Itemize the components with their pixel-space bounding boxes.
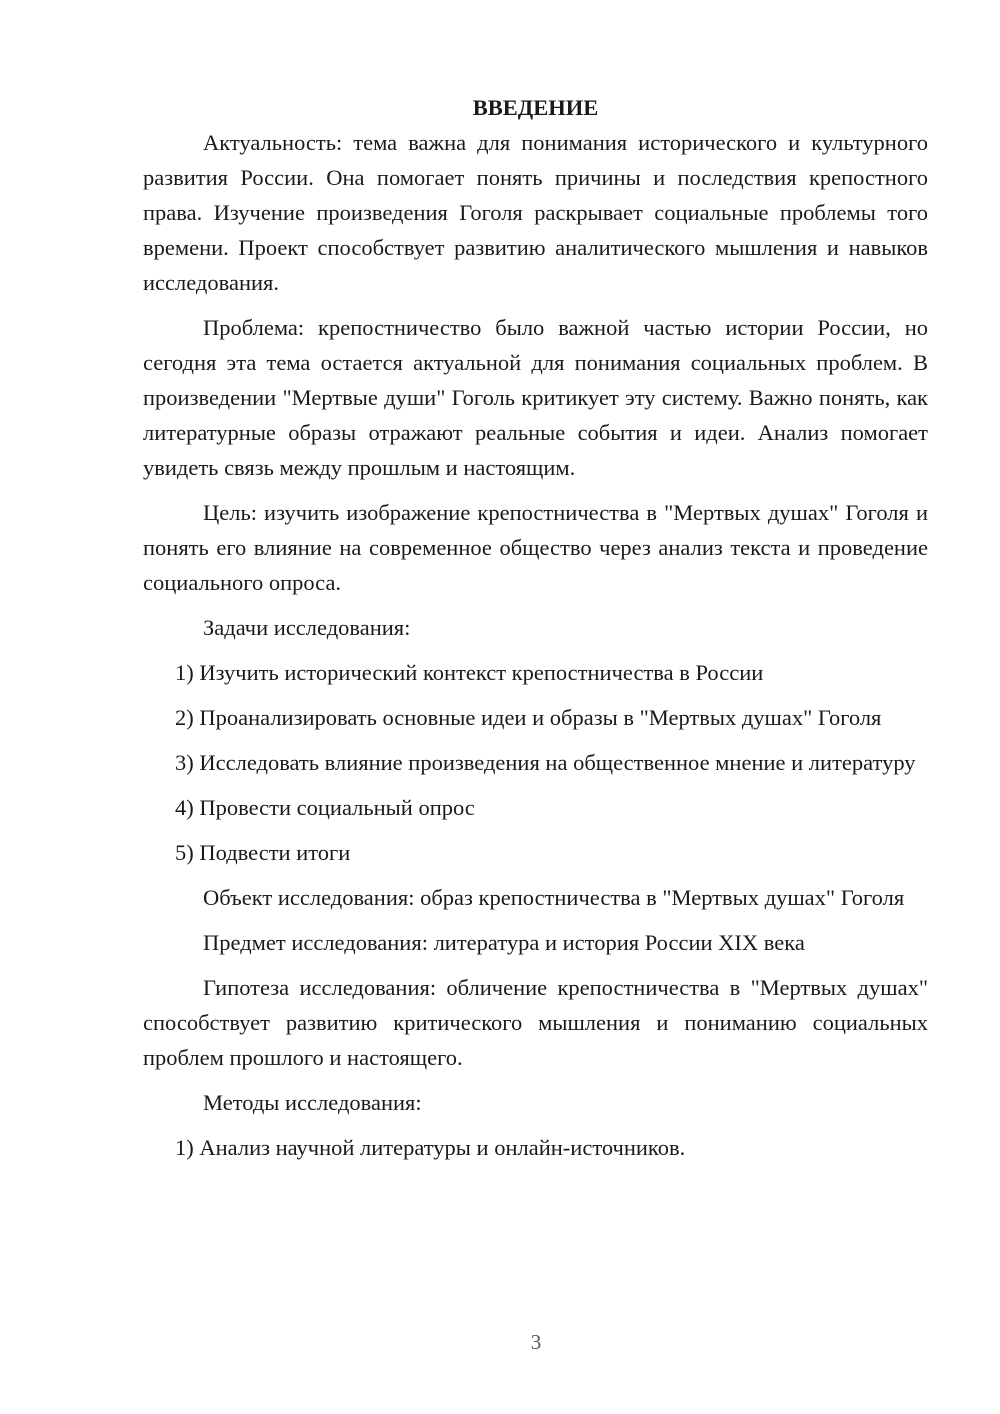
paragraph-subject: Предмет исследования: литература и история России XIX века (203, 930, 805, 955)
section-heading: ВВЕДЕНИЕ (472, 95, 599, 120)
document-page (143, 90, 928, 1175)
methods-title: Методы исследования: (203, 1090, 422, 1115)
task-item-4: 4) Провести социальный опрос (175, 795, 475, 820)
task-item-1: 1) Изучить исторический контекст крепостничества в России (175, 660, 764, 685)
tasks-title: Задачи исследования: (203, 615, 411, 640)
method-item-1: 1) Анализ научной литературы и онлайн-источников. (175, 1135, 686, 1160)
task-item-2: 2) Проанализировать основные идеи и образы в "Мертвых душах" Гоголя (175, 705, 882, 730)
task-item-3: 3) Исследовать влияние произведения на общественное мнение и литературу (175, 750, 916, 775)
paragraph-relevance: Актуальность: тема важна для понимания исторического и культурного развития России. Она помогает понять причины и последствия крепостного права. Изучение произведения Гоголя раскрывает социальные проблемы того времени. Проект способствует развитию аналитического мышления и навыков исследования. (143, 130, 928, 295)
paragraph-problem: Проблема: крепостничество было важной частью истории России, но сегодня эта тема остается актуальной для понимания социальных проблем. В произведении "Мертвые души" Гоголь критикует эту систему. Важно понять, как литературные образы отражают реальные события и идеи. Анализ помогает увидеть связь между прошлым и настоящим. (143, 315, 928, 480)
paragraph-goal: Цель: изучить изображение крепостничества в "Мертвых душах" Гоголя и понять его влияние на современное общество через анализ текста и проведение социального опроса. (143, 500, 928, 595)
task-item-5: 5) Подвести итоги (175, 840, 351, 865)
page-number: 3 (530, 1330, 542, 1354)
paragraph-hypothesis: Гипотеза исследования: обличение крепостничества в "Мертвых душах" способствует развитию критического мышления и пониманию социальных проблем прошлого и настоящего. (143, 975, 928, 1070)
paragraph-object: Объект исследования: образ крепостничества в "Мертвых душах" Гоголя (203, 885, 905, 910)
